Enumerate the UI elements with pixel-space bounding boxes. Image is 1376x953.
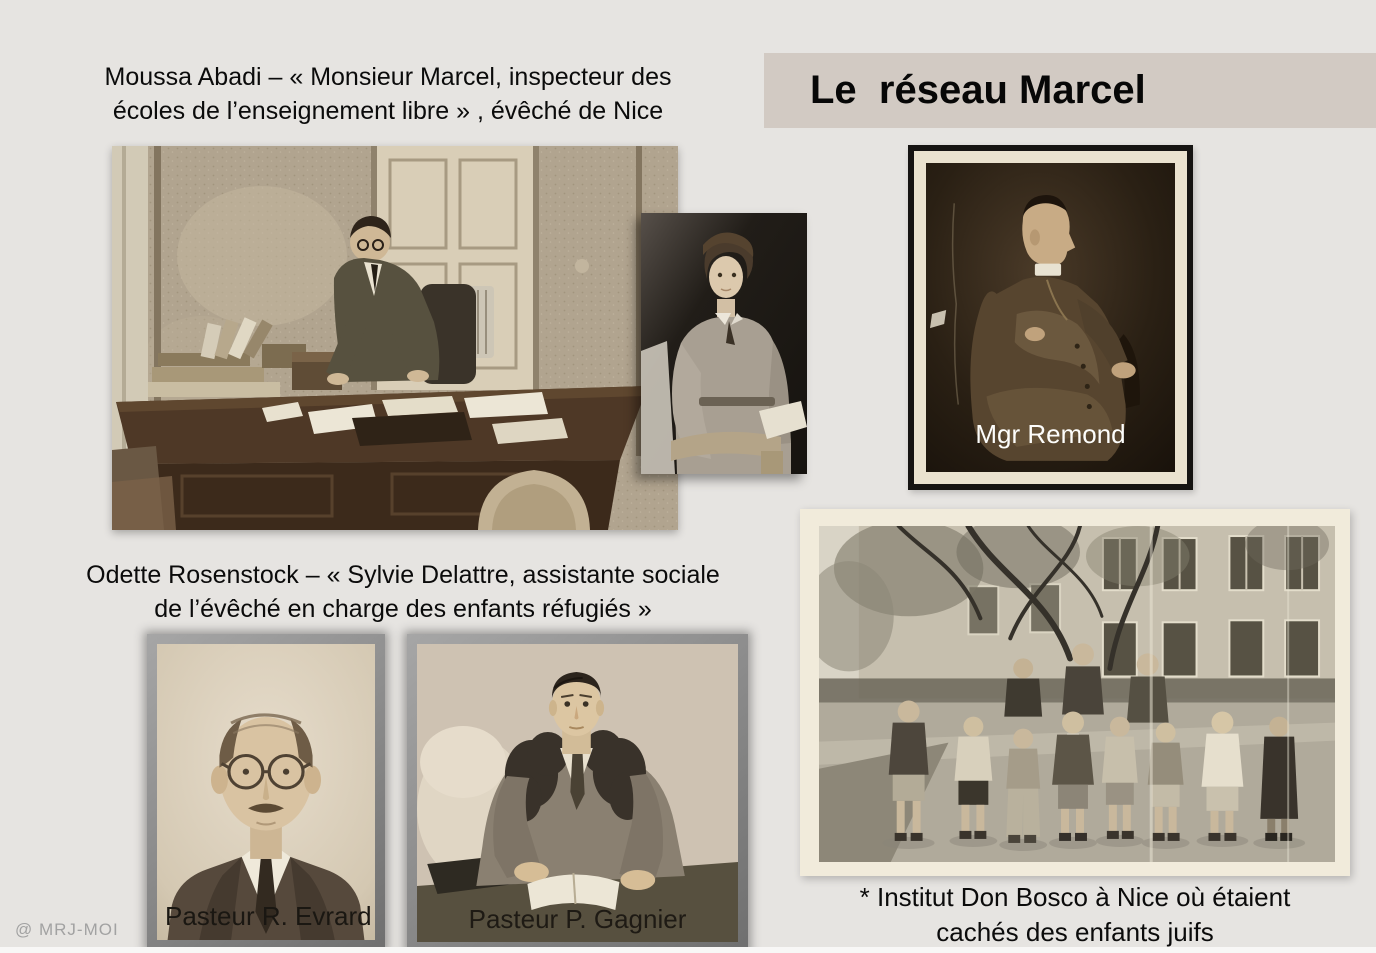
caption-mgr-remond: Mgr Remond bbox=[975, 419, 1126, 449]
caption-pasteur-evrard: Pasteur R. Evrard bbox=[165, 901, 372, 931]
photo-pasteur-gagnier-inner bbox=[417, 644, 738, 942]
photo-pasteur-gagnier bbox=[407, 634, 748, 952]
caption-odette-rosenstock-line1: Odette Rosenstock – « Sylvie Delattre, assistante sociale bbox=[86, 561, 720, 589]
don-bosco-group-illustration bbox=[819, 526, 1335, 862]
caption-moussa-abadi-line1: Moussa Abadi – « Monsieur Marcel, inspecteur des bbox=[104, 63, 672, 91]
caption-pasteur-gagnier: Pasteur P. Gagnier bbox=[468, 904, 687, 934]
gagnier-portrait-illustration bbox=[417, 644, 738, 942]
caption-odette-rosenstock-line2: de l’évêché en charge des enfants réfugiés » bbox=[154, 595, 652, 623]
photo-mgr-remond bbox=[908, 145, 1193, 490]
photo-odette-rosenstock bbox=[641, 213, 807, 474]
title-banner bbox=[764, 53, 1376, 128]
abadi-desk-illustration bbox=[112, 146, 678, 530]
page-title: Le réseau Marcel bbox=[810, 68, 1146, 112]
photo-pasteur-evrard-inner bbox=[157, 644, 375, 940]
watermark: @ MRJ-MOI bbox=[15, 920, 119, 939]
caption-institut-don-bosco-line1: * Institut Don Bosco à Nice où étaient bbox=[859, 882, 1291, 912]
photo-mgr-remond-inner bbox=[926, 163, 1175, 472]
photo-moussa-abadi-desk bbox=[112, 146, 678, 530]
caption-institut-don-bosco-line2: cachés des enfants juifs bbox=[936, 917, 1214, 947]
caption-moussa-abadi bbox=[80, 60, 696, 128]
slide-bottom-edge bbox=[0, 947, 1376, 953]
caption-moussa-abadi-line2: écoles de l’enseignement libre » , évêché de Nice bbox=[112, 97, 664, 125]
photo-institut-don-bosco bbox=[800, 509, 1350, 876]
caption-odette-rosenstock bbox=[73, 558, 733, 626]
caption-institut-don-bosco bbox=[795, 880, 1355, 950]
photo-pasteur-evrard bbox=[147, 634, 385, 950]
evrard-portrait-illustration bbox=[157, 644, 375, 940]
odette-portrait-illustration bbox=[641, 213, 807, 474]
